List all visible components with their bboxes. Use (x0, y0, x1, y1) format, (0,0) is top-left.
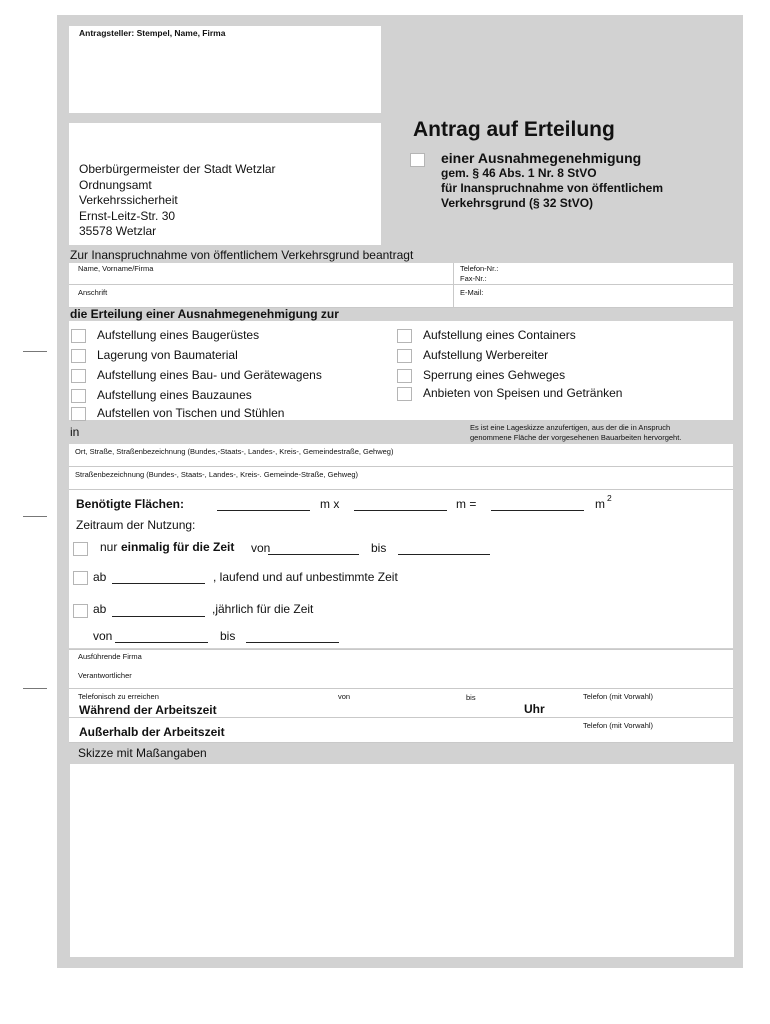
once-prefix: nur (100, 540, 118, 554)
permit-checkbox[interactable] (410, 153, 425, 167)
form-title: Antrag auf Erteilung (413, 118, 615, 141)
once-label: einmalig für die Zeit (121, 540, 235, 554)
fold-mark (23, 351, 47, 352)
recipient-line: Oberbürgermeister der Stadt Wetzlar (79, 162, 276, 176)
option-checkbox[interactable] (397, 387, 412, 401)
option-checkbox[interactable] (71, 329, 86, 343)
option-label: Aufstellen von Tischen und Stühlen (97, 406, 285, 420)
option-checkbox[interactable] (397, 369, 412, 383)
yearly-checkbox[interactable] (73, 604, 88, 618)
option-checkbox[interactable] (71, 349, 86, 363)
option-label: Aufstellung Werbereiter (423, 348, 549, 362)
once-to-line[interactable] (398, 554, 490, 555)
option-checkbox[interactable] (397, 329, 412, 343)
firm-label: Ausführende Firma (78, 652, 142, 661)
section-heading: Zur Inanspruchnahme von öffentlichem Verkehrsgrund beantragt (70, 248, 414, 262)
in-label: in (70, 425, 80, 439)
sketch-label: Skizze mit Maßangaben (78, 746, 207, 760)
street-label: Straßenbezeichnung (Bundes-, Staats-, Landes-, Kreis-. Gemeinde-Straße, Gehweg) (75, 470, 359, 479)
once-from-line[interactable] (268, 554, 359, 555)
yearly-from-line[interactable] (112, 616, 205, 617)
option-checkbox[interactable] (397, 349, 412, 363)
applicant-label: Antragsteller: Stempel, Name, Firma (79, 28, 226, 38)
unlimited-from-line[interactable] (112, 583, 205, 584)
recipient-line: 35578 Wetzlar (79, 224, 157, 238)
to-label: bis (220, 629, 236, 643)
option-label: Lagerung von Baumaterial (97, 348, 238, 362)
total-input-line[interactable] (491, 510, 584, 511)
yearly-end-line[interactable] (246, 642, 339, 643)
option-checkbox[interactable] (71, 369, 86, 383)
firm-field[interactable] (69, 649, 733, 669)
once-checkbox[interactable] (73, 542, 88, 556)
unlimited-label: , laufend und auf unbestimmte Zeit (213, 570, 398, 584)
option-label: Aufstellung eines Bau- und Gerätewagens (97, 368, 322, 382)
name-label: Name, Vorname/Firma (78, 264, 154, 273)
yearly-label: ,jährlich für die Zeit (212, 602, 314, 616)
option-label: Aufstellung eines Baugerüstes (97, 328, 260, 342)
width-input-line[interactable] (354, 510, 447, 511)
sketch-note: Es ist eine Lageskizze anzufertigen, aus der die in Anspruch (470, 423, 671, 432)
column-divider (453, 285, 454, 307)
length-input-line[interactable] (217, 510, 310, 511)
sketch-area[interactable] (70, 764, 734, 957)
fold-mark (23, 688, 47, 689)
option-checkbox[interactable] (71, 389, 86, 403)
legal-reference: für Inanspruchnahme von öffentlichem (441, 181, 664, 195)
phone-prefix-label: Telefon (mit Vorwahl) (583, 721, 654, 730)
unit-superscript: 2 (607, 493, 612, 503)
from-label: von (93, 629, 113, 643)
address-row[interactable] (69, 285, 733, 308)
recipient-line: Ordnungsamt (79, 178, 152, 192)
phone-label: Telefon-Nr.: (460, 264, 499, 273)
recipient-line: Ernst-Leitz-Str. 30 (79, 209, 176, 223)
from-label: ab (93, 602, 107, 616)
recipient-line: Verkehrssicherheit (79, 193, 178, 207)
fax-label: Fax-Nr.: (460, 274, 487, 283)
area-period-panel (69, 490, 733, 648)
uhr-label: Uhr (524, 702, 545, 716)
to-label: bis (371, 541, 387, 555)
address-label: Anschrift (78, 288, 108, 297)
unlimited-checkbox[interactable] (73, 571, 88, 585)
outside-hours-label: Außerhalb der Arbeitszeit (79, 725, 225, 739)
unit-label: m x (320, 497, 340, 511)
option-label: Sperrung eines Gehweges (423, 368, 566, 382)
form-subtitle: einer Ausnahmegenehmigung (441, 150, 642, 166)
reach-label: Telefonisch zu erreichen (78, 692, 159, 701)
section-heading: die Erteilung einer Ausnahmegenehmigung zur (70, 307, 339, 321)
sketch-note: genommene Fläche der vorgesehenen Bauarbeiten hervorgeht. (470, 433, 682, 442)
fold-mark (23, 516, 47, 517)
name-row[interactable] (69, 263, 733, 285)
option-label: Aufstellung eines Bauzaunes (97, 388, 252, 402)
legal-reference: Verkehrsgrund (§ 32 StVO) (441, 196, 594, 210)
legal-reference: gem. § 46 Abs. 1 Nr. 8 StVO (441, 166, 597, 180)
unit-label: m = (456, 497, 477, 511)
to-label: bis (466, 693, 476, 702)
option-label: Anbieten von Speisen und Getränken (423, 386, 623, 400)
during-hours-label: Während der Arbeitszeit (79, 703, 217, 717)
phone-prefix-label: Telefon (mit Vorwahl) (583, 692, 654, 701)
email-label: E-Mail: (460, 288, 484, 297)
period-label: Zeitraum der Nutzung: (76, 518, 196, 532)
from-label: ab (93, 570, 107, 584)
applicant-stamp-field[interactable] (69, 26, 381, 113)
unit-label: m (595, 497, 605, 511)
from-label: von (251, 541, 271, 555)
option-label: Aufstellung eines Containers (423, 328, 576, 342)
from-label: von (338, 692, 351, 701)
yearly-start-line[interactable] (115, 642, 208, 643)
street-label: Ort, Straße, Straßenbezeichnung (Bundes,-Staats-, Landes-, Kreis-, Gemeindestraße, Gehweg) (75, 447, 394, 456)
responsible-label: Verantwortlicher (78, 671, 132, 680)
responsible-field[interactable] (69, 668, 733, 689)
option-checkbox[interactable] (71, 407, 86, 421)
area-label: Benötigte Flächen: (76, 497, 185, 511)
